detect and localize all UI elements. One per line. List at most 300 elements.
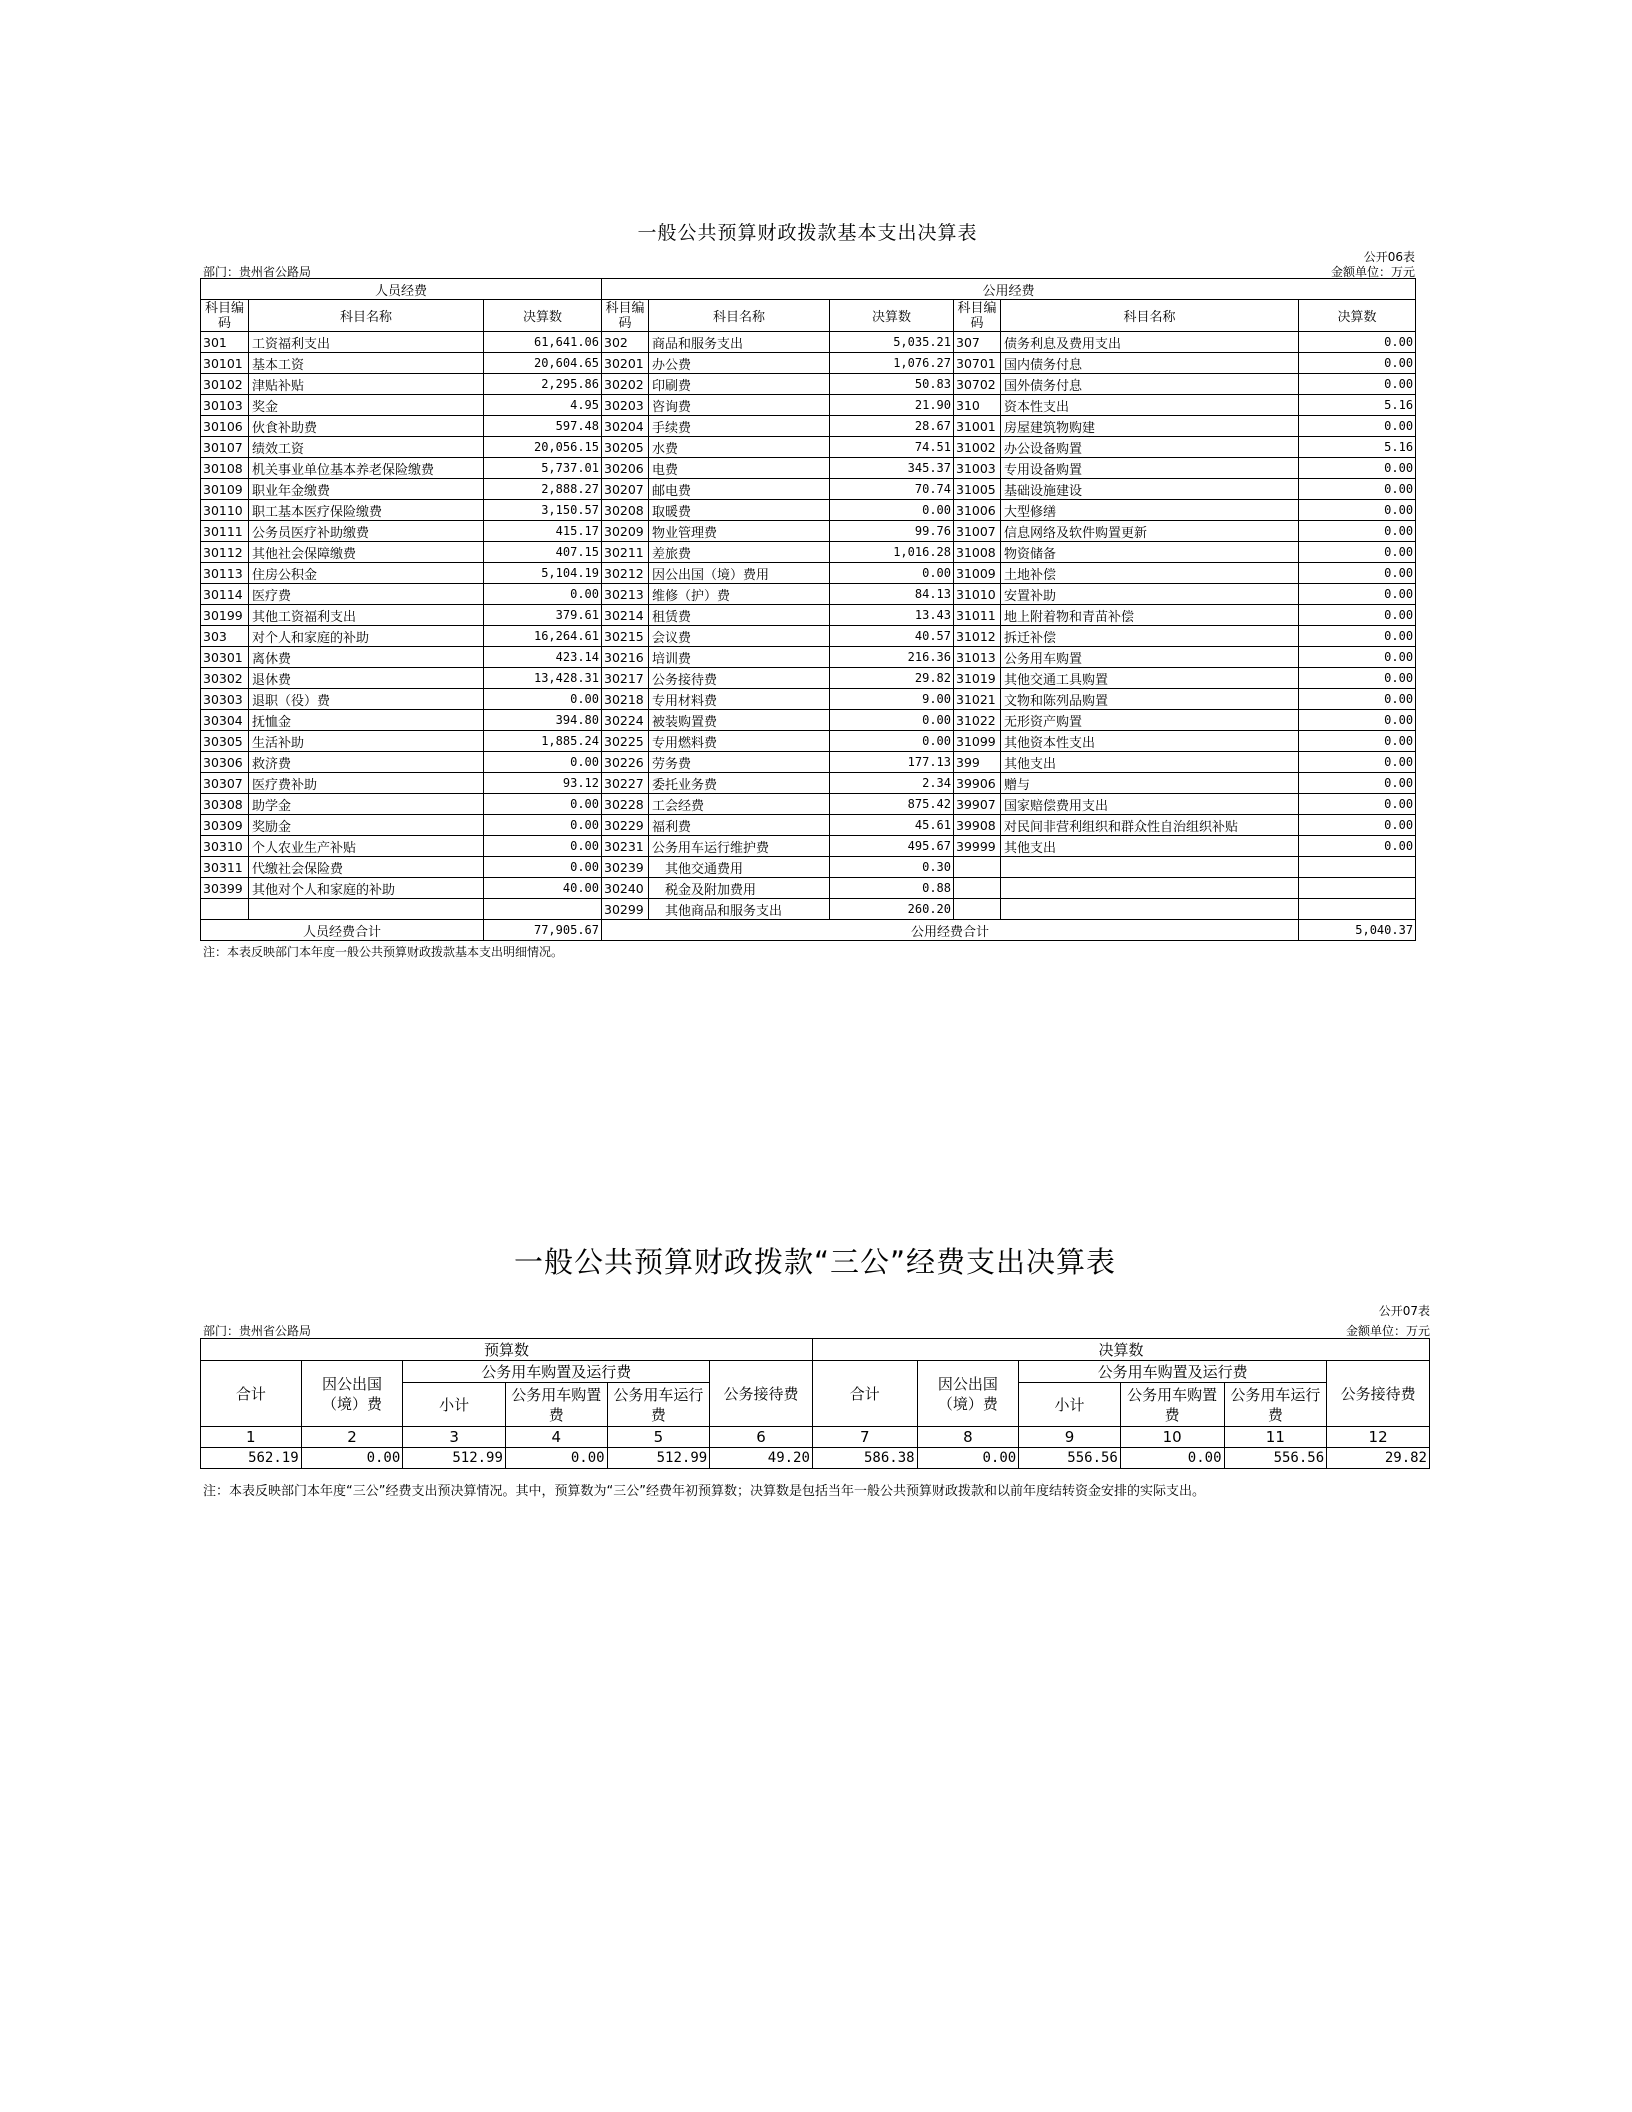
cell-amount: 0.00 (301, 1448, 403, 1469)
cell-code (954, 857, 1001, 878)
cell-code: 30214 (602, 605, 649, 626)
cell-amount: 2.34 (830, 773, 954, 794)
cell-name: 地上附着物和青苗补偿 (1001, 605, 1299, 626)
cell-name: 水费 (649, 437, 830, 458)
col-abroad-header: 因公出国（境）费 (917, 1361, 1019, 1427)
column-index: 2 (301, 1427, 403, 1448)
cell-name: 专用燃料费 (649, 731, 830, 752)
cell-name: 委托业务费 (649, 773, 830, 794)
cell-amount: 1,076.27 (830, 353, 954, 374)
col-name-header: 科目名称 (249, 300, 484, 332)
cell-amount: 0.00 (484, 584, 602, 605)
column-index: 6 (710, 1427, 813, 1448)
cell-name: 其他对个人和家庭的补助 (249, 878, 484, 899)
cell-name: 差旅费 (649, 542, 830, 563)
cell-name: 信息网络及软件购置更新 (1001, 521, 1299, 542)
cell-name: 其他支出 (1001, 836, 1299, 857)
column-index: 9 (1019, 1427, 1121, 1448)
cell-amount: 260.20 (830, 899, 954, 920)
table1-title: 一般公共预算财政拨款基本支出决算表 (637, 222, 978, 244)
cell-amount: 20,604.65 (484, 353, 602, 374)
column-index: 1 (201, 1427, 302, 1448)
cell-amount (1299, 857, 1416, 878)
cell-amount: 0.00 (1299, 815, 1416, 836)
cell-name: 无形资产购置 (1001, 710, 1299, 731)
cell-amount: 0.00 (1299, 710, 1416, 731)
cell-amount: 0.00 (917, 1448, 1019, 1469)
cell-code: 30107 (201, 437, 249, 458)
cell-amount: 29.82 (830, 668, 954, 689)
cell-code (201, 899, 249, 920)
cell-code: 30310 (201, 836, 249, 857)
cell-name: 绩效工资 (249, 437, 484, 458)
cell-name: 取暖费 (649, 500, 830, 521)
cell-name: 救济费 (249, 752, 484, 773)
cell-name: 赠与 (1001, 773, 1299, 794)
table-row (201, 731, 1416, 752)
cell-name: 邮电费 (649, 479, 830, 500)
cell-name: 职工基本医疗保险缴费 (249, 500, 484, 521)
cell-code: 302 (602, 332, 649, 353)
cell-name: 专用设备购置 (1001, 458, 1299, 479)
cell-amount: 0.00 (484, 836, 602, 857)
column-index: 5 (607, 1427, 710, 1448)
cell-amount: 70.74 (830, 479, 954, 500)
cell-name: 其他交通费用 (649, 857, 830, 878)
table-row (201, 353, 1416, 374)
three-public-expenses-table (200, 1338, 1430, 1469)
cell-code: 31012 (954, 626, 1001, 647)
table1-unit: 金额单位：万元 (1330, 265, 1415, 279)
cell-amount: 9.00 (830, 689, 954, 710)
cell-name: 大型修缮 (1001, 500, 1299, 521)
table-row (201, 542, 1416, 563)
cell-amount: 0.00 (1299, 563, 1416, 584)
cell-code: 399 (954, 752, 1001, 773)
cell-code: 301 (201, 332, 249, 353)
cell-name: 公务接待费 (649, 668, 830, 689)
table1-department: 部门：贵州省公路局 (203, 265, 312, 279)
cell-name: 退休费 (249, 668, 484, 689)
cell-code: 30240 (602, 878, 649, 899)
cell-code: 30213 (602, 584, 649, 605)
cell-name: 其他资本性支出 (1001, 731, 1299, 752)
cell-name: 福利费 (649, 815, 830, 836)
cell-code: 30215 (602, 626, 649, 647)
cell-name: 文物和陈列品购置 (1001, 689, 1299, 710)
table-row (201, 605, 1416, 626)
cell-amount: 0.00 (484, 857, 602, 878)
cell-amount: 407.15 (484, 542, 602, 563)
car-group-header: 公务用车购置及运行费 (403, 1361, 710, 1383)
table-row (201, 563, 1416, 584)
cell-amount: 0.00 (1299, 689, 1416, 710)
table2-unit: 金额单位：万元 (1345, 1324, 1430, 1338)
cell-name: 抚恤金 (249, 710, 484, 731)
cell-code: 31008 (954, 542, 1001, 563)
table-row (201, 479, 1416, 500)
cell-amount: 2,888.27 (484, 479, 602, 500)
cell-name: 工资福利支出 (249, 332, 484, 353)
cell-code: 307 (954, 332, 1001, 353)
column-index: 8 (917, 1427, 1019, 1448)
cell-amount: 0.00 (484, 752, 602, 773)
cell-name: 办公设备购置 (1001, 437, 1299, 458)
cell-amount: 556.56 (1224, 1448, 1327, 1469)
col-code-header: 科目编码 (954, 300, 1001, 332)
cell-name: 印刷费 (649, 374, 830, 395)
table1-code: 公开06表 (1363, 250, 1415, 264)
cell-code: 39908 (954, 815, 1001, 836)
cell-code: 31021 (954, 689, 1001, 710)
total-personnel-label: 人员经费合计 (201, 920, 484, 941)
cell-name: 咨询费 (649, 395, 830, 416)
col-code-header: 科目编码 (201, 300, 249, 332)
cell-amount: 13.43 (830, 605, 954, 626)
cell-amount: 379.61 (484, 605, 602, 626)
cell-code: 30218 (602, 689, 649, 710)
table-row (201, 710, 1416, 731)
cell-amount: 0.00 (830, 731, 954, 752)
cell-amount: 177.13 (830, 752, 954, 773)
cell-name: 其他交通工具购置 (1001, 668, 1299, 689)
cell-code: 31011 (954, 605, 1001, 626)
cell-code: 30302 (201, 668, 249, 689)
cell-amount: 512.99 (403, 1448, 506, 1469)
cell-amount: 0.00 (1299, 731, 1416, 752)
cell-code: 30209 (602, 521, 649, 542)
cell-code: 31099 (954, 731, 1001, 752)
cell-code: 30199 (201, 605, 249, 626)
cell-amount (1299, 899, 1416, 920)
col-car-purchase-header: 公务用车购置费 (1120, 1383, 1224, 1427)
cell-code: 30304 (201, 710, 249, 731)
cell-name: 代缴社会保险费 (249, 857, 484, 878)
cell-name: 津贴补贴 (249, 374, 484, 395)
cell-amount: 0.00 (1299, 794, 1416, 815)
cell-code: 39999 (954, 836, 1001, 857)
cell-name: 商品和服务支出 (649, 332, 830, 353)
cell-code: 31013 (954, 647, 1001, 668)
cell-code: 30227 (602, 773, 649, 794)
cell-code: 30239 (602, 857, 649, 878)
table-row (201, 500, 1416, 521)
cell-name: 其他工资福利支出 (249, 605, 484, 626)
col-total-header: 合计 (812, 1361, 917, 1427)
col-abroad-header: 因公出国（境）费 (301, 1361, 403, 1427)
cell-code: 30231 (602, 836, 649, 857)
cell-name: 助学金 (249, 794, 484, 815)
table-row (201, 857, 1416, 878)
cell-code: 30103 (201, 395, 249, 416)
cell-amount: 2,295.86 (484, 374, 602, 395)
cell-amount: 93.12 (484, 773, 602, 794)
cell-code: 31010 (954, 584, 1001, 605)
col-amount-header: 决算数 (1299, 300, 1416, 332)
col-reception-header: 公务接待费 (1327, 1361, 1430, 1427)
cell-code: 30106 (201, 416, 249, 437)
col-reception-header: 公务接待费 (710, 1361, 813, 1427)
cell-name: 住房公积金 (249, 563, 484, 584)
cell-name: 因公出国（境）费用 (649, 563, 830, 584)
cell-name: 被装购置费 (649, 710, 830, 731)
cell-amount: 45.61 (830, 815, 954, 836)
table-row (201, 395, 1416, 416)
cell-name: 物业管理费 (649, 521, 830, 542)
table2-title: 一般公共预算财政拨款“三公”经费支出决算表 (513, 1245, 1117, 1279)
table-row (201, 458, 1416, 479)
cell-amount: 99.76 (830, 521, 954, 542)
col-name-header: 科目名称 (1001, 300, 1299, 332)
cell-name (1001, 899, 1299, 920)
cell-name: 税金及附加费用 (649, 878, 830, 899)
cell-amount: 394.80 (484, 710, 602, 731)
table-row (201, 626, 1416, 647)
column-index: 7 (812, 1427, 917, 1448)
cell-name: 公务用车运行维护费 (649, 836, 830, 857)
cell-name: 奖励金 (249, 815, 484, 836)
column-index: 12 (1327, 1427, 1430, 1448)
cell-code: 30217 (602, 668, 649, 689)
table1-note: 注：本表反映部门本年度一般公共预算财政拨款基本支出明细情况。 (203, 945, 564, 959)
cell-name: 对个人和家庭的补助 (249, 626, 484, 647)
table-row (201, 752, 1416, 773)
cell-name: 医疗费补助 (249, 773, 484, 794)
cell-name: 工会经费 (649, 794, 830, 815)
cell-amount: 13,428.31 (484, 668, 602, 689)
cell-amount: 5,104.19 (484, 563, 602, 584)
cell-amount: 0.00 (1299, 647, 1416, 668)
cell-name: 手续费 (649, 416, 830, 437)
cell-name: 房屋建筑物购建 (1001, 416, 1299, 437)
cell-code: 30229 (602, 815, 649, 836)
cell-code: 30202 (602, 374, 649, 395)
cell-code: 30308 (201, 794, 249, 815)
cell-amount: 597.48 (484, 416, 602, 437)
cell-code: 30114 (201, 584, 249, 605)
cell-amount: 0.00 (1299, 332, 1416, 353)
cell-amount: 74.51 (830, 437, 954, 458)
cell-amount: 216.36 (830, 647, 954, 668)
cell-amount: 0.00 (1299, 773, 1416, 794)
table-row (201, 584, 1416, 605)
table-row (201, 836, 1416, 857)
cell-code: 30301 (201, 647, 249, 668)
cell-code: 30311 (201, 857, 249, 878)
cell-code: 30399 (201, 878, 249, 899)
cell-amount: 5.16 (1299, 437, 1416, 458)
total-row (201, 920, 1416, 941)
cell-name: 机关事业单位基本养老保险缴费 (249, 458, 484, 479)
col-subtotal-header: 小计 (403, 1383, 506, 1427)
cell-code: 30109 (201, 479, 249, 500)
cell-name: 职业年金缴费 (249, 479, 484, 500)
cell-amount: 0.00 (1299, 353, 1416, 374)
cell-amount: 0.00 (1299, 584, 1416, 605)
cell-amount: 0.00 (1299, 521, 1416, 542)
cell-name: 个人农业生产补贴 (249, 836, 484, 857)
cell-amount: 1,885.24 (484, 731, 602, 752)
cell-amount: 875.42 (830, 794, 954, 815)
cell-code: 30228 (602, 794, 649, 815)
cell-name: 资本性支出 (1001, 395, 1299, 416)
cell-amount: 423.14 (484, 647, 602, 668)
total-public-label: 公用经费合计 (602, 920, 1299, 941)
cell-name: 退职（役）费 (249, 689, 484, 710)
cell-code (954, 899, 1001, 920)
cell-amount: 0.00 (1299, 542, 1416, 563)
cell-name: 其他支出 (1001, 752, 1299, 773)
cell-code: 30207 (602, 479, 649, 500)
cell-code: 39907 (954, 794, 1001, 815)
cell-name: 对民间非营利组织和群众性自治组织补贴 (1001, 815, 1299, 836)
cell-amount: 0.00 (830, 710, 954, 731)
cell-amount: 0.00 (1299, 458, 1416, 479)
cell-code: 30212 (602, 563, 649, 584)
cell-code: 31002 (954, 437, 1001, 458)
cell-amount: 0.00 (830, 563, 954, 584)
cell-name: 土地补偿 (1001, 563, 1299, 584)
cell-name: 伙食补助费 (249, 416, 484, 437)
cell-name: 其他社会保障缴费 (249, 542, 484, 563)
cell-code: 30113 (201, 563, 249, 584)
cell-name: 离休费 (249, 647, 484, 668)
cell-code: 30201 (602, 353, 649, 374)
cell-amount: 562.19 (201, 1448, 302, 1469)
total-personnel-value: 77,905.67 (484, 920, 602, 941)
cell-name (1001, 878, 1299, 899)
cell-code: 31007 (954, 521, 1001, 542)
cell-code (954, 878, 1001, 899)
cell-amount: 0.00 (484, 794, 602, 815)
cell-amount: 28.67 (830, 416, 954, 437)
column-index: 11 (1224, 1427, 1327, 1448)
total-public-value: 5,040.37 (1299, 920, 1416, 941)
cell-amount: 0.88 (830, 878, 954, 899)
cell-code: 30309 (201, 815, 249, 836)
cell-name: 债务利息及费用支出 (1001, 332, 1299, 353)
cell-code: 30102 (201, 374, 249, 395)
cell-name: 培训费 (649, 647, 830, 668)
cell-code: 39906 (954, 773, 1001, 794)
cell-code: 30111 (201, 521, 249, 542)
cell-amount: 0.00 (1120, 1448, 1224, 1469)
col-car-run-header: 公务用车运行费 (607, 1383, 710, 1427)
cell-name: 电费 (649, 458, 830, 479)
cell-amount: 0.00 (505, 1448, 607, 1469)
cell-name: 生活补助 (249, 731, 484, 752)
cell-amount: 4.95 (484, 395, 602, 416)
cell-amount: 21.90 (830, 395, 954, 416)
cell-name: 专用材料费 (649, 689, 830, 710)
cell-code: 31003 (954, 458, 1001, 479)
cell-amount: 415.17 (484, 521, 602, 542)
table-row (201, 668, 1416, 689)
cell-amount: 0.00 (1299, 668, 1416, 689)
cell-code: 30306 (201, 752, 249, 773)
table-row (201, 374, 1416, 395)
col-car-purchase-header: 公务用车购置费 (505, 1383, 607, 1427)
cell-amount: 0.00 (1299, 416, 1416, 437)
cell-amount: 0.00 (830, 500, 954, 521)
cell-amount: 0.00 (1299, 500, 1416, 521)
cell-name: 物资储备 (1001, 542, 1299, 563)
cell-amount: 20,056.15 (484, 437, 602, 458)
cell-name: 会议费 (649, 626, 830, 647)
cell-name: 办公费 (649, 353, 830, 374)
cell-name (249, 899, 484, 920)
col-amount-header: 决算数 (830, 300, 954, 332)
cell-code: 30206 (602, 458, 649, 479)
cell-code: 31005 (954, 479, 1001, 500)
cell-code: 30299 (602, 899, 649, 920)
group-public-header: 公用经费 (602, 279, 1416, 300)
cell-code: 30225 (602, 731, 649, 752)
cell-code: 30701 (954, 353, 1001, 374)
table-row (201, 521, 1416, 542)
cell-name: 国内债务付息 (1001, 353, 1299, 374)
table-row (201, 689, 1416, 710)
cell-name: 国外债务付息 (1001, 374, 1299, 395)
cell-amount: 495.67 (830, 836, 954, 857)
cell-name: 劳务费 (649, 752, 830, 773)
group-personnel-header: 人员经费 (201, 279, 602, 300)
table-row (201, 794, 1416, 815)
cell-code: 30303 (201, 689, 249, 710)
cell-name: 公务员医疗补助缴费 (249, 521, 484, 542)
cell-code: 31006 (954, 500, 1001, 521)
cell-code: 30216 (602, 647, 649, 668)
cell-code: 30112 (201, 542, 249, 563)
cell-name: 拆迁补偿 (1001, 626, 1299, 647)
cell-code: 30208 (602, 500, 649, 521)
cell-code: 30108 (201, 458, 249, 479)
cell-amount: 0.00 (484, 689, 602, 710)
cell-amount: 5,035.21 (830, 332, 954, 353)
cell-amount: 0.00 (484, 815, 602, 836)
col-name-header: 科目名称 (649, 300, 830, 332)
cell-amount: 61,641.06 (484, 332, 602, 353)
cell-amount: 3,150.57 (484, 500, 602, 521)
cell-code: 30307 (201, 773, 249, 794)
cell-amount: 5.16 (1299, 395, 1416, 416)
cell-amount: 0.00 (1299, 836, 1416, 857)
col-subtotal-header: 小计 (1019, 1383, 1121, 1427)
cell-amount: 1,016.28 (830, 542, 954, 563)
cell-amount: 29.82 (1327, 1448, 1430, 1469)
cell-code: 30203 (602, 395, 649, 416)
column-index: 10 (1120, 1427, 1224, 1448)
cell-code: 31022 (954, 710, 1001, 731)
cell-amount: 49.20 (710, 1448, 813, 1469)
cell-amount: 16,264.61 (484, 626, 602, 647)
cell-name: 国家赔偿费用支出 (1001, 794, 1299, 815)
cell-amount (484, 899, 602, 920)
cell-code: 30224 (602, 710, 649, 731)
cell-code: 30110 (201, 500, 249, 521)
cell-name: 基础设施建设 (1001, 479, 1299, 500)
basic-expenditure-table (200, 278, 1416, 941)
cell-code: 30702 (954, 374, 1001, 395)
cell-name: 维修（护）费 (649, 584, 830, 605)
cell-amount: 0.00 (1299, 752, 1416, 773)
cell-amount: 512.99 (607, 1448, 710, 1469)
cell-amount: 40.00 (484, 878, 602, 899)
table-row (201, 416, 1416, 437)
table-row (201, 773, 1416, 794)
cell-name: 其他商品和服务支出 (649, 899, 830, 920)
table2-department: 部门：贵州省公路局 (203, 1324, 312, 1338)
